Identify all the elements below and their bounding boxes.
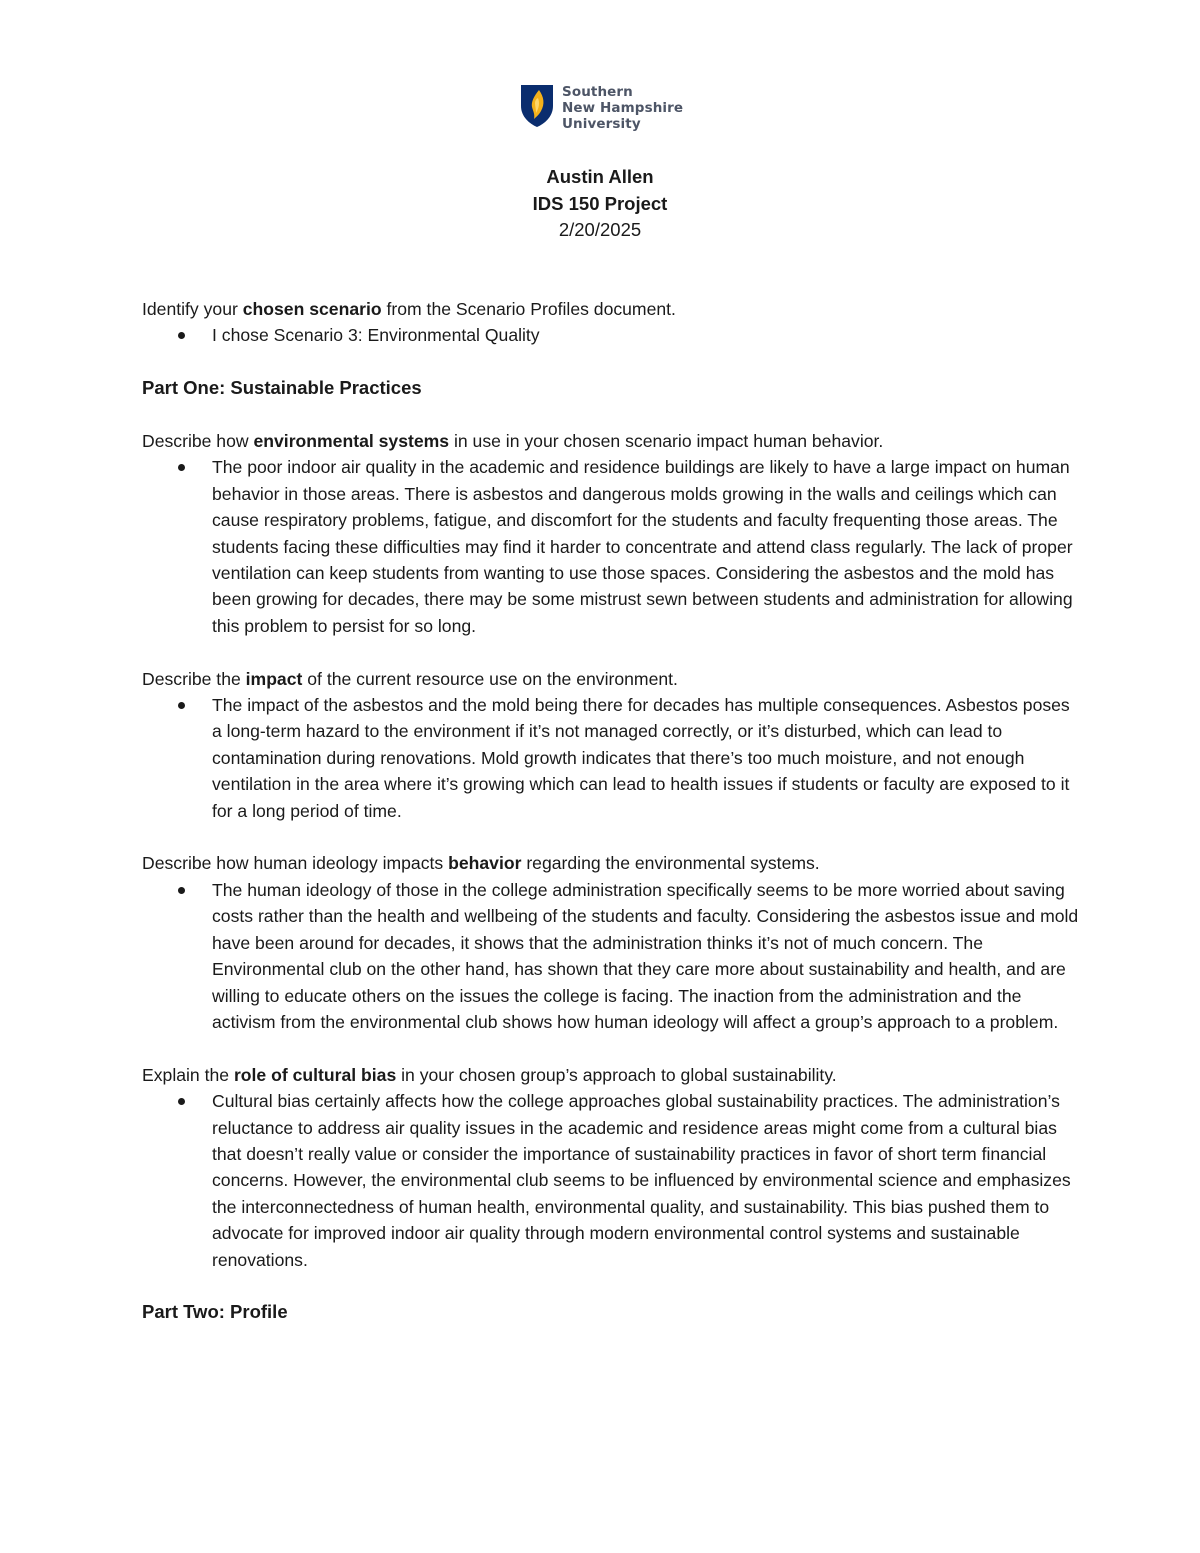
answer-list-scenario (142, 322, 1082, 348)
shield-flame-icon (520, 84, 554, 128)
logo-line-1: Southern (562, 84, 633, 100)
answer-list-cultural-bias (142, 1088, 1082, 1273)
answer-cultural-bias: Cultural bias certainly affects how the college approaches global sustainability practices. The administration’s reluctance to address air quality issues in the academic and residence areas might come from a cultural bias that doesn’t really value or consider the importance of sustainability practices in favor of short term financial concerns. However, the environmental club seems to be influenced by environmental science and emphasizes the interconnectedness of human health, environmental quality, and sustainability. This bias pushed them to advocate for improved indoor air quality through modern environmental control systems and sustainable renovations. (142, 1088, 1082, 1273)
document-date: 2/20/2025 (558, 219, 642, 240)
part-one-heading: Part One: Sustainable Practices (142, 377, 422, 399)
logo-line-2: New Hampshire (562, 100, 684, 116)
answer-list-impact (142, 692, 1082, 824)
answer-environmental-systems: The poor indoor air quality in the academic and residence buildings are likely to have a large impact on human behavior in those areas. There is asbestos and dangerous molds growing in the walls and ceilings which can cause respiratory problems, fatigue, and discomfort for the students and faculty frequenting those areas. The students facing these difficulties may find it harder to concentrate and attend class regularly. The lack of proper ventilation can keep students from wanting to use those spaces. Considering the asbestos and the mold has been growing for decades, there may be some mistrust sewn between students and administration for allowing this problem to persist for so long. (142, 454, 1082, 639)
answer-scenario: I chose Scenario 3: Environmental Quality (142, 322, 1082, 348)
logo-wordmark (562, 84, 683, 132)
question-scenario: Identify your chosen scenario from the Scenario Profiles document. (142, 299, 676, 319)
document-header (0, 164, 1200, 244)
answer-list-behavior (142, 877, 1082, 1035)
question-environmental-systems: Describe how environmental systems in use in your chosen scenario impact human behavior. (142, 431, 884, 451)
answer-list-environmental-systems (142, 454, 1082, 639)
document-body (142, 296, 1082, 1326)
question-impact: Describe the impact of the current resource use on the environment. (142, 668, 678, 689)
answer-impact: The impact of the asbestos and the mold being there for decades has multiple consequences. Asbestos poses a long-term hazard to the environment if it’s not managed correctly, or it’s disturbed, which can lead to contamination during renovations. Mold growth indicates that there’s too much moisture, and not enough ventilation in the area where it’s growing which can lead to health issues if students or faculty are exposed to it for a long period of time. (142, 692, 1082, 824)
answer-behavior: The human ideology of those in the college administration specifically seems to be more worried about saving costs rather than the health and wellbeing of the students and faculty. Considering the asbestos issue and mold have been around for decades, it shows that the administration thinks it’s not of much concern. The Environmental club on the other hand, has shown that they care more about sustainability and health, and are willing to educate others on the issues the college is facing. The inaction from the administration and the activism from the environmental club shows how human ideology will affect a group’s approach to a problem. (142, 877, 1082, 1035)
author-name: Austin Allen (546, 166, 654, 187)
logo-line-3: University (562, 116, 641, 132)
question-cultural-bias: Explain the role of cultural bias in your chosen group’s approach to global sustainability. (142, 1064, 837, 1085)
university-logo (520, 84, 683, 132)
project-title: IDS 150 Project (532, 192, 668, 214)
part-two-heading: Part Two: Profile (142, 1301, 288, 1323)
question-behavior: Describe how human ideology impacts behavior regarding the environmental systems. (142, 853, 820, 874)
